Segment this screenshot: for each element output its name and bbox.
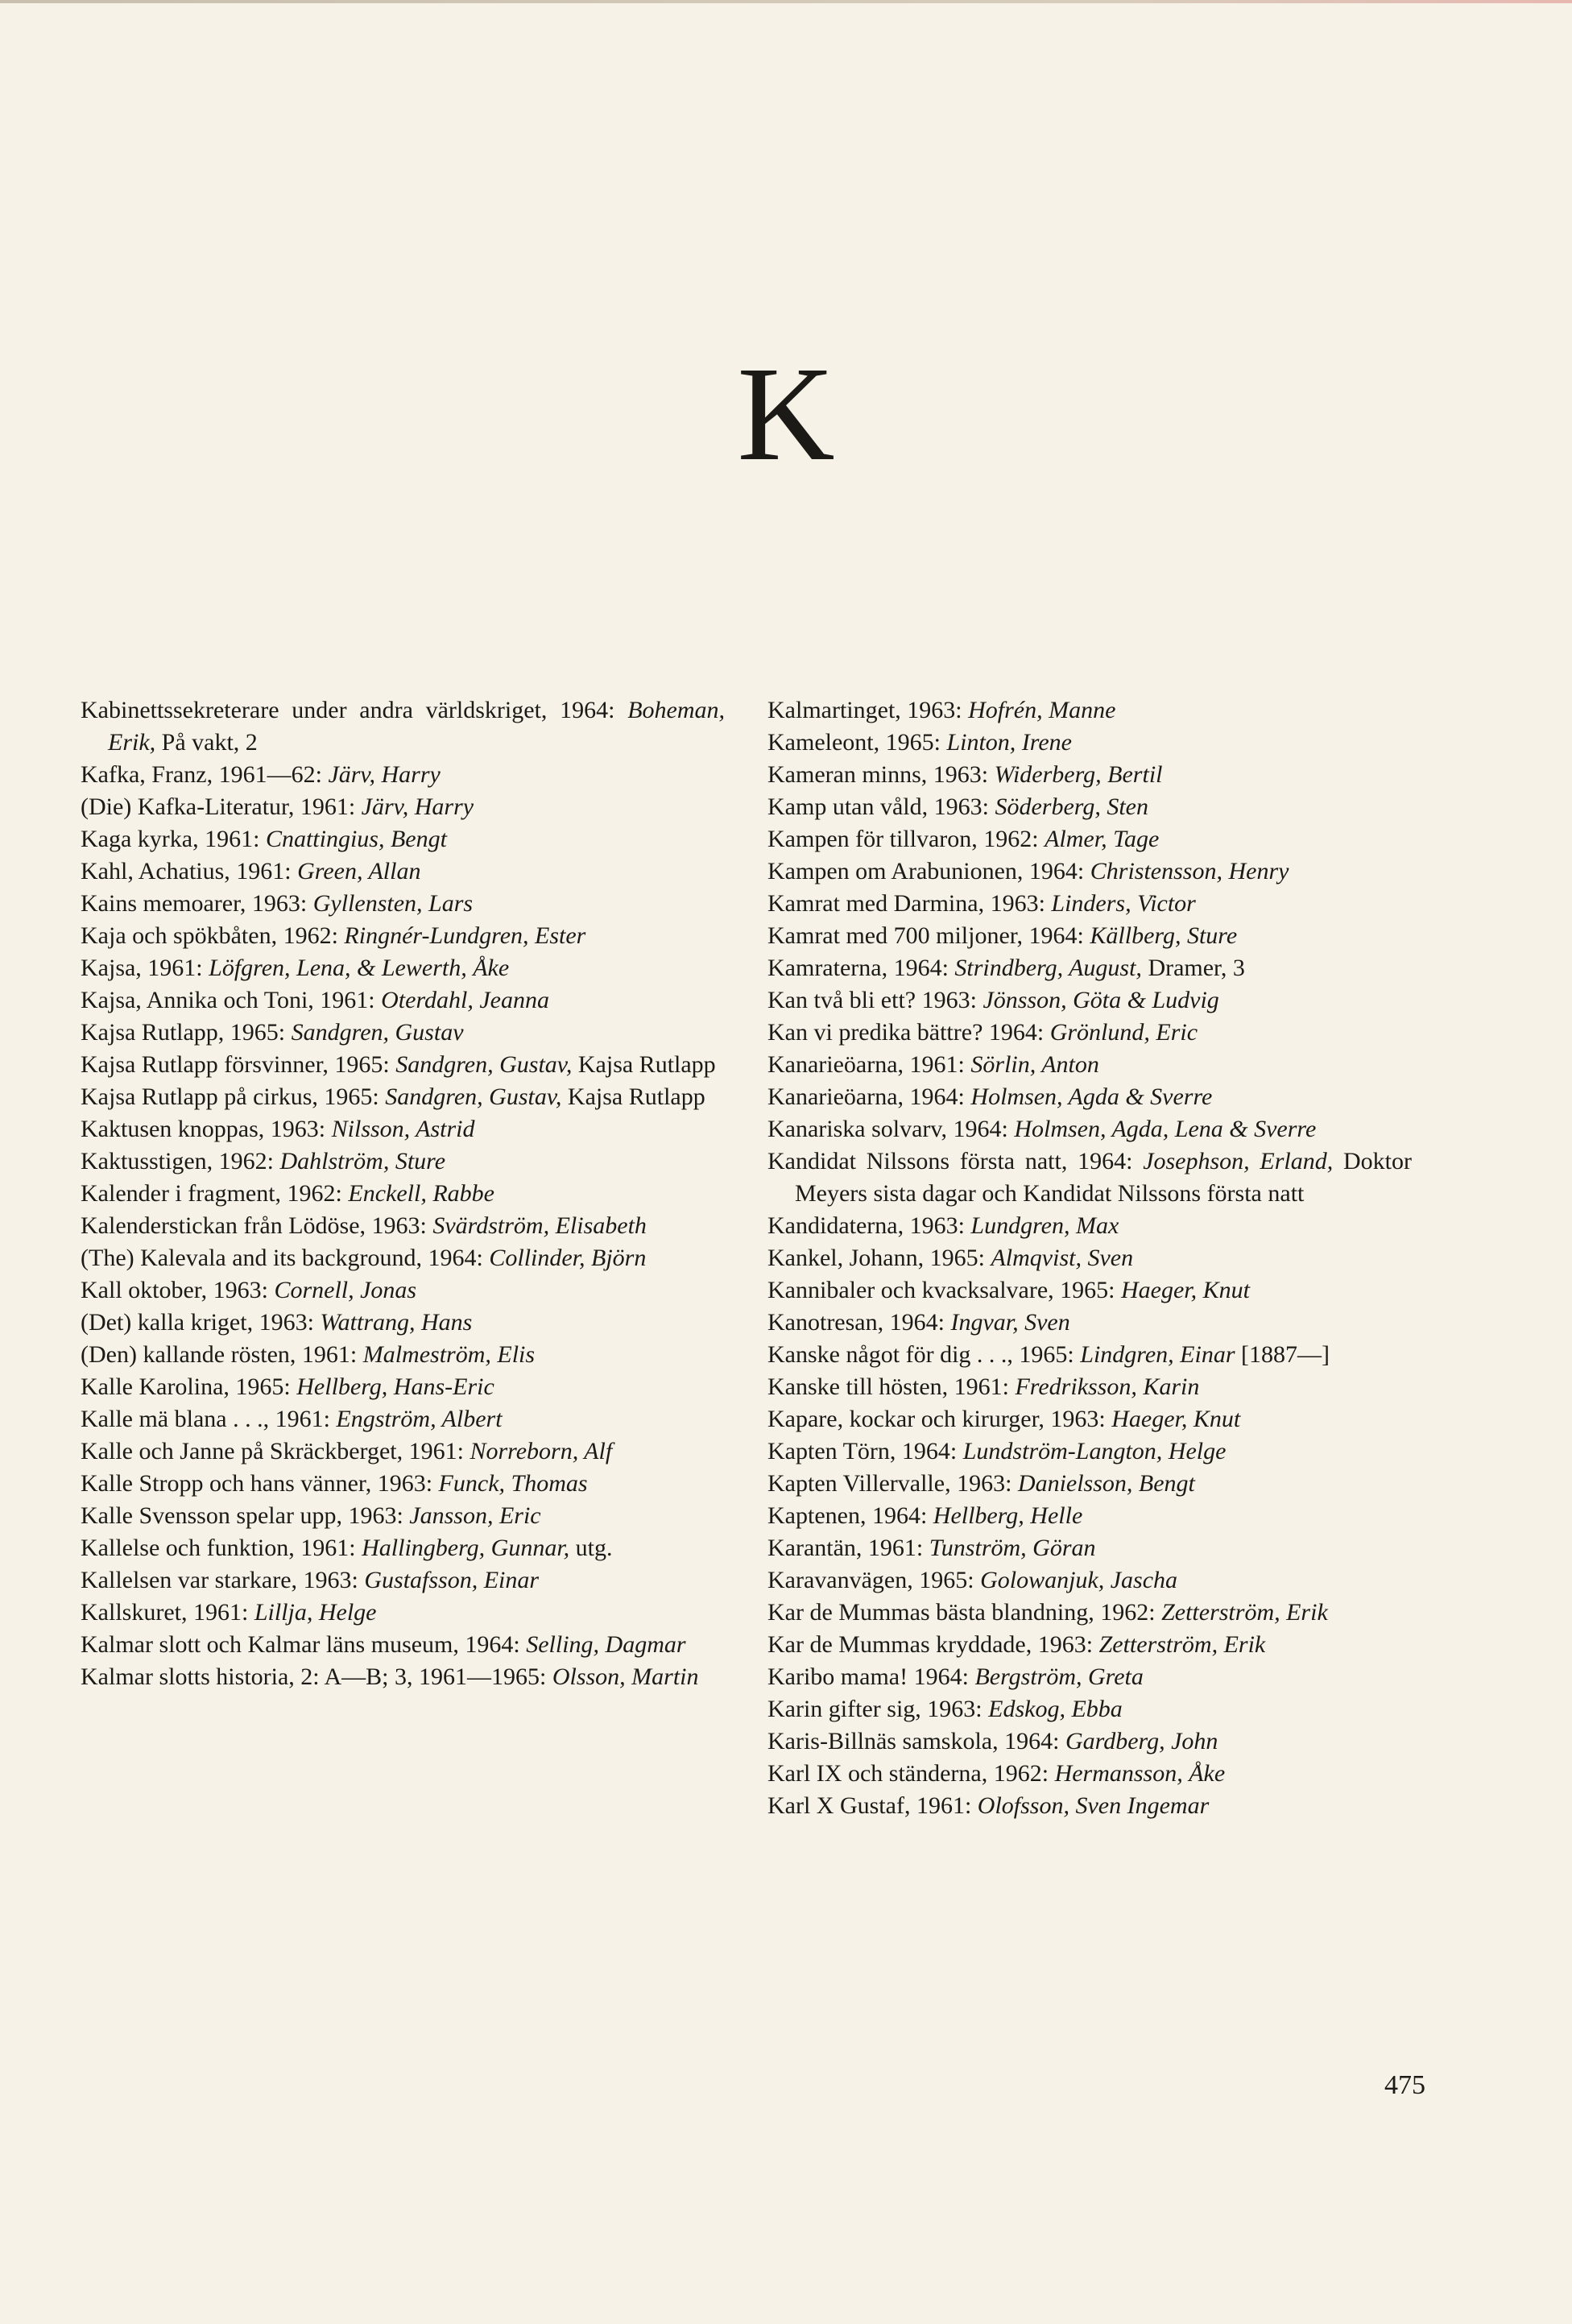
entry-author: Fredriksson, Karin (1015, 1373, 1200, 1400)
index-entry (767, 1564, 1412, 1597)
entry-author: Zetterström, Erik (1098, 1631, 1266, 1658)
entry-title: Kapare, kockar och kirurger, 1963: (767, 1406, 1106, 1432)
entry-author: Zetterström, Erik (1161, 1599, 1328, 1626)
entry-title: Kains memoarer, 1963: (81, 890, 308, 917)
entry-author: Olofsson, Sven Ingemar (977, 1792, 1210, 1819)
entry-title: Kahl, Achatius, 1961: (81, 858, 292, 884)
index-entry (81, 1371, 725, 1403)
entry-author: Järv, Harry (361, 793, 474, 820)
entry-author: Holmsen, Agda, Lena & Sverre (1014, 1116, 1317, 1142)
entry-title: Kamp utan våld, 1963: (767, 793, 989, 820)
entry-author: Lindgren, Einar (1080, 1341, 1235, 1368)
entry-title: Kampen om Arabunionen, 1964: (767, 858, 1085, 884)
entry-author: Sandgren, Gustav, (395, 1051, 573, 1078)
entry-title: Kabinettssekreterare under andra världskriget, 1964: (81, 697, 615, 723)
entry-title: Kaktusstigen, 1962: (81, 1148, 274, 1174)
entry-author: Edskog, Ebba (988, 1696, 1123, 1722)
entry-author: Green, Allan (297, 858, 421, 884)
entry-title: Kajsa Rutlapp försvinner, 1965: (81, 1051, 390, 1078)
index-entry (81, 855, 725, 888)
entry-author: Almer, Tage (1045, 826, 1160, 852)
index-entry (81, 888, 725, 920)
index-entry (81, 823, 725, 855)
entry-title: Kalmar slott och Kalmar läns museum, 1964: (81, 1631, 520, 1658)
index-entry (767, 1274, 1412, 1307)
entry-title: Kafka, Franz, 1961—62: (81, 761, 322, 788)
index-entry (767, 1661, 1412, 1693)
entry-title: Kandidat Nilssons första natt, 1964: (767, 1148, 1133, 1174)
entry-title: Kar de Mummas bästa blandning, 1962: (767, 1599, 1156, 1626)
index-entry (767, 1339, 1412, 1371)
entry-author: Löfgren, Lena, & Lewerth, Åke (209, 955, 510, 981)
entry-author: Wattrang, Hans (320, 1309, 473, 1336)
entry-title: Kallelsen var starkare, 1963: (81, 1567, 358, 1593)
entry-title: Kanotresan, 1964: (767, 1309, 945, 1336)
index-entry (81, 1532, 725, 1564)
index-entry (81, 952, 725, 984)
entry-title: (Den) kallande rösten, 1961: (81, 1341, 358, 1368)
index-entry (767, 823, 1412, 855)
entry-title: Kanariska solvarv, 1964: (767, 1116, 1008, 1142)
entry-title: Kameran minns, 1963: (767, 761, 989, 788)
entry-title: Kaptenen, 1964: (767, 1502, 928, 1529)
entry-author: Gardberg, John (1065, 1728, 1218, 1754)
entry-author: Strindberg, August, (954, 955, 1142, 981)
index-entry (81, 1339, 725, 1371)
index-entry (81, 1597, 725, 1629)
index-entry (767, 694, 1412, 727)
index-entry (767, 1307, 1412, 1339)
index-entry (767, 984, 1412, 1017)
entry-author: Källberg, Sture (1090, 922, 1238, 949)
entry-title: Kalle och Janne på Skräckberget, 1961: (81, 1438, 464, 1464)
entry-note: På vakt, 2 (161, 729, 258, 756)
entry-title: Karavanvägen, 1965: (767, 1567, 974, 1593)
index-entry (767, 1017, 1412, 1049)
index-entry (81, 1081, 725, 1113)
entry-author: Boheman, Erik, (108, 697, 725, 756)
index-entry (767, 1532, 1412, 1564)
entry-author: Cornell, Jonas (274, 1277, 417, 1303)
index-column-left (81, 694, 725, 1693)
entry-author: Christensson, Henry (1090, 858, 1289, 884)
index-entry (767, 1500, 1412, 1532)
index-entry (767, 1693, 1412, 1725)
entry-author: Danielsson, Bengt (1017, 1470, 1195, 1497)
index-entry (81, 1468, 725, 1500)
entry-author: Josephson, Erland, (1143, 1148, 1334, 1174)
entry-title: Kampen för tillvaron, 1962: (767, 826, 1039, 852)
index-entry (81, 1210, 725, 1242)
entry-author: Haeger, Knut (1121, 1277, 1250, 1303)
entry-note: Doktor Meyers sista dagar och Kandidat Nilssons första natt (795, 1148, 1412, 1207)
entry-title: Kalle Svensson spelar upp, 1963: (81, 1502, 403, 1529)
entry-title: Kamraterna, 1964: (767, 955, 949, 981)
entry-note: [1887—] (1241, 1341, 1330, 1368)
entry-title: Kan två bli ett? 1963: (767, 987, 977, 1013)
index-column-right (767, 694, 1412, 1822)
index-entry (767, 1403, 1412, 1435)
index-entry (767, 1210, 1412, 1242)
entry-author: Olsson, Martin (552, 1663, 699, 1690)
entry-title: Kalender i fragment, 1962: (81, 1180, 342, 1207)
index-entry (81, 694, 725, 759)
index-entry (767, 1145, 1412, 1210)
index-entry (81, 1242, 725, 1274)
entry-title: Kapten Törn, 1964: (767, 1438, 958, 1464)
entry-author: Haeger, Knut (1111, 1406, 1241, 1432)
entry-author: Järv, Harry (328, 761, 441, 788)
entry-author: Malmeström, Elis (362, 1341, 536, 1368)
page-top-edge (0, 0, 1572, 3)
index-entry (767, 920, 1412, 952)
index-entry (767, 888, 1412, 920)
entry-author: Tunström, Göran (929, 1535, 1096, 1561)
entry-author: Söderberg, Sten (995, 793, 1148, 820)
entry-author: Selling, Dagmar (526, 1631, 686, 1658)
entry-title: Kalmar slotts historia, 2: A—B; 3, 1961—1965: (81, 1663, 547, 1690)
index-entry (81, 1113, 725, 1145)
index-entry (81, 1307, 725, 1339)
entry-author: Engström, Albert (336, 1406, 503, 1432)
index-entry (81, 1274, 725, 1307)
index-entry (767, 952, 1412, 984)
entry-author: Sandgren, Gustav, (385, 1083, 562, 1110)
entry-title: Kandidaterna, 1963: (767, 1212, 965, 1239)
entry-author: Lillja, Helge (254, 1599, 377, 1626)
entry-author: Dahlström, Sture (279, 1148, 446, 1174)
entry-title: (Det) kalla kriget, 1963: (81, 1309, 314, 1336)
entry-author: Hellberg, Hans-Eric (296, 1373, 494, 1400)
entry-title: Kajsa, Annika och Toni, 1961: (81, 987, 375, 1013)
entry-author: Oterdahl, Jeanna (381, 987, 549, 1013)
entry-title: (Die) Kafka-Literatur, 1961: (81, 793, 356, 820)
entry-title: Kanske till hösten, 1961: (767, 1373, 1009, 1400)
entry-author: Ingvar, Sven (950, 1309, 1070, 1336)
index-entry (81, 920, 725, 952)
index-entry (81, 1629, 725, 1661)
index-entry (81, 1017, 725, 1049)
index-entry (767, 1242, 1412, 1274)
entry-title: Karantän, 1961: (767, 1535, 924, 1561)
entry-author: Nilsson, Astrid (331, 1116, 475, 1142)
index-entry (767, 1758, 1412, 1790)
entry-author: Sandgren, Gustav (291, 1019, 464, 1046)
index-entry (767, 1435, 1412, 1468)
section-letter-heading: K (737, 339, 835, 489)
index-entry (767, 1049, 1412, 1081)
entry-title: Kalle Karolina, 1965: (81, 1373, 291, 1400)
entry-author: Gyllensten, Lars (312, 890, 474, 917)
entry-author: Gustafsson, Einar (364, 1567, 540, 1593)
entry-title: Kan vi predika bättre? 1964: (767, 1019, 1045, 1046)
index-entry (81, 791, 725, 823)
page-number: 475 (1384, 2070, 1425, 2100)
entry-author: Linton, Irene (946, 729, 1072, 756)
index-entry (767, 855, 1412, 888)
entry-title: Kamrat med 700 miljoner, 1964: (767, 922, 1084, 949)
entry-title: Kaga kyrka, 1961: (81, 826, 260, 852)
entry-author: Linders, Victor (1051, 890, 1196, 917)
entry-author: Funck, Thomas (438, 1470, 588, 1497)
entry-title: Karin gifter sig, 1963: (767, 1696, 982, 1722)
index-entry (767, 759, 1412, 791)
entry-author: Jansson, Eric (409, 1502, 541, 1529)
entry-title: Kallelse och funktion, 1961: (81, 1535, 356, 1561)
entry-title: Kanarieöarna, 1961: (767, 1051, 965, 1078)
entry-author: Cnattingius, Bengt (265, 826, 447, 852)
entry-author: Hallingberg, Gunnar, (362, 1535, 570, 1561)
index-entry (81, 1500, 725, 1532)
index-entry (81, 759, 725, 791)
entry-author: Almqvist, Sven (991, 1245, 1134, 1271)
entry-title: Kalle Stropp och hans vänner, 1963: (81, 1470, 433, 1497)
entry-title: Karl IX och ständerna, 1962: (767, 1760, 1049, 1787)
entry-author: Lundgren, Max (970, 1212, 1119, 1239)
index-entry (81, 1564, 725, 1597)
index-entry (767, 1725, 1412, 1758)
entry-title: Karibo mama! 1964: (767, 1663, 969, 1690)
entry-title: Kanarieöarna, 1964: (767, 1083, 965, 1110)
entry-note: utg. (575, 1535, 613, 1561)
index-entry (81, 1403, 725, 1435)
entry-note: Dramer, 3 (1148, 955, 1245, 981)
index-entry (767, 1468, 1412, 1500)
entry-author: Hermansson, Åke (1054, 1760, 1226, 1787)
entry-author: Bergström, Greta (974, 1663, 1144, 1690)
entry-title: (The) Kalevala and its background, 1964: (81, 1245, 483, 1271)
index-entry (767, 1113, 1412, 1145)
entry-title: Karl X Gustaf, 1961: (767, 1792, 972, 1819)
entry-title: Kankel, Johann, 1965: (767, 1245, 985, 1271)
entry-title: Kalmartinget, 1963: (767, 697, 962, 723)
entry-author: Svärdström, Elisabeth (432, 1212, 647, 1239)
index-entry (767, 1629, 1412, 1661)
entry-title: Kameleont, 1965: (767, 729, 941, 756)
index-entry (81, 1049, 725, 1081)
entry-title: Karis-Billnäs samskola, 1964: (767, 1728, 1060, 1754)
entry-author: Collinder, Björn (489, 1245, 647, 1271)
entry-title: Kall oktober, 1963: (81, 1277, 268, 1303)
index-entry (81, 1435, 725, 1468)
index-entry (767, 727, 1412, 759)
entry-author: Hofrén, Manne (968, 697, 1116, 723)
entry-title: Kalle mä blana . . ., 1961: (81, 1406, 330, 1432)
entry-author: Enckell, Rabbe (348, 1180, 494, 1207)
index-entry (767, 1081, 1412, 1113)
entry-title: Kannibaler och kvacksalvare, 1965: (767, 1277, 1115, 1303)
entry-note: Kajsa Rutlapp (577, 1051, 716, 1078)
index-entry (767, 1371, 1412, 1403)
entry-author: Holmsen, Agda & Sverre (970, 1083, 1213, 1110)
entry-author: Grönlund, Eric (1049, 1019, 1198, 1046)
index-entry (767, 791, 1412, 823)
entry-title: Kajsa Rutlapp, 1965: (81, 1019, 286, 1046)
index-entry (81, 1145, 725, 1178)
entry-note: Kajsa Rutlapp (567, 1083, 705, 1110)
index-entry (767, 1790, 1412, 1822)
index-entry (81, 1661, 725, 1693)
entry-title: Kajsa, 1961: (81, 955, 203, 981)
index-entry (767, 1597, 1412, 1629)
entry-title: Kajsa Rutlapp på cirkus, 1965: (81, 1083, 379, 1110)
entry-author: Sörlin, Anton (970, 1051, 1099, 1078)
entry-author: Golowanjuk, Jascha (980, 1567, 1178, 1593)
index-entry (81, 1178, 725, 1210)
entry-author: Lundström-Langton, Helge (962, 1438, 1227, 1464)
entry-title: Kar de Mummas kryddade, 1963: (767, 1631, 1094, 1658)
entry-author: Ringnér-Lundgren, Ester (344, 922, 586, 949)
entry-title: Kallskuret, 1961: (81, 1599, 249, 1626)
entry-title: Kapten Villervalle, 1963: (767, 1470, 1012, 1497)
index-entry (81, 984, 725, 1017)
entry-author: Norreborn, Alf (470, 1438, 613, 1464)
entry-title: Kanske något för dig . . ., 1965: (767, 1341, 1074, 1368)
entry-title: Kalenderstickan från Lödöse, 1963: (81, 1212, 427, 1239)
entry-author: Jönsson, Göta & Ludvig (982, 987, 1219, 1013)
entry-author: Widerberg, Bertil (994, 761, 1163, 788)
entry-author: Hellberg, Helle (933, 1502, 1083, 1529)
entry-title: Kaja och spökbåten, 1962: (81, 922, 338, 949)
entry-title: Kamrat med Darmina, 1963: (767, 890, 1045, 917)
entry-title: Kaktusen knoppas, 1963: (81, 1116, 326, 1142)
